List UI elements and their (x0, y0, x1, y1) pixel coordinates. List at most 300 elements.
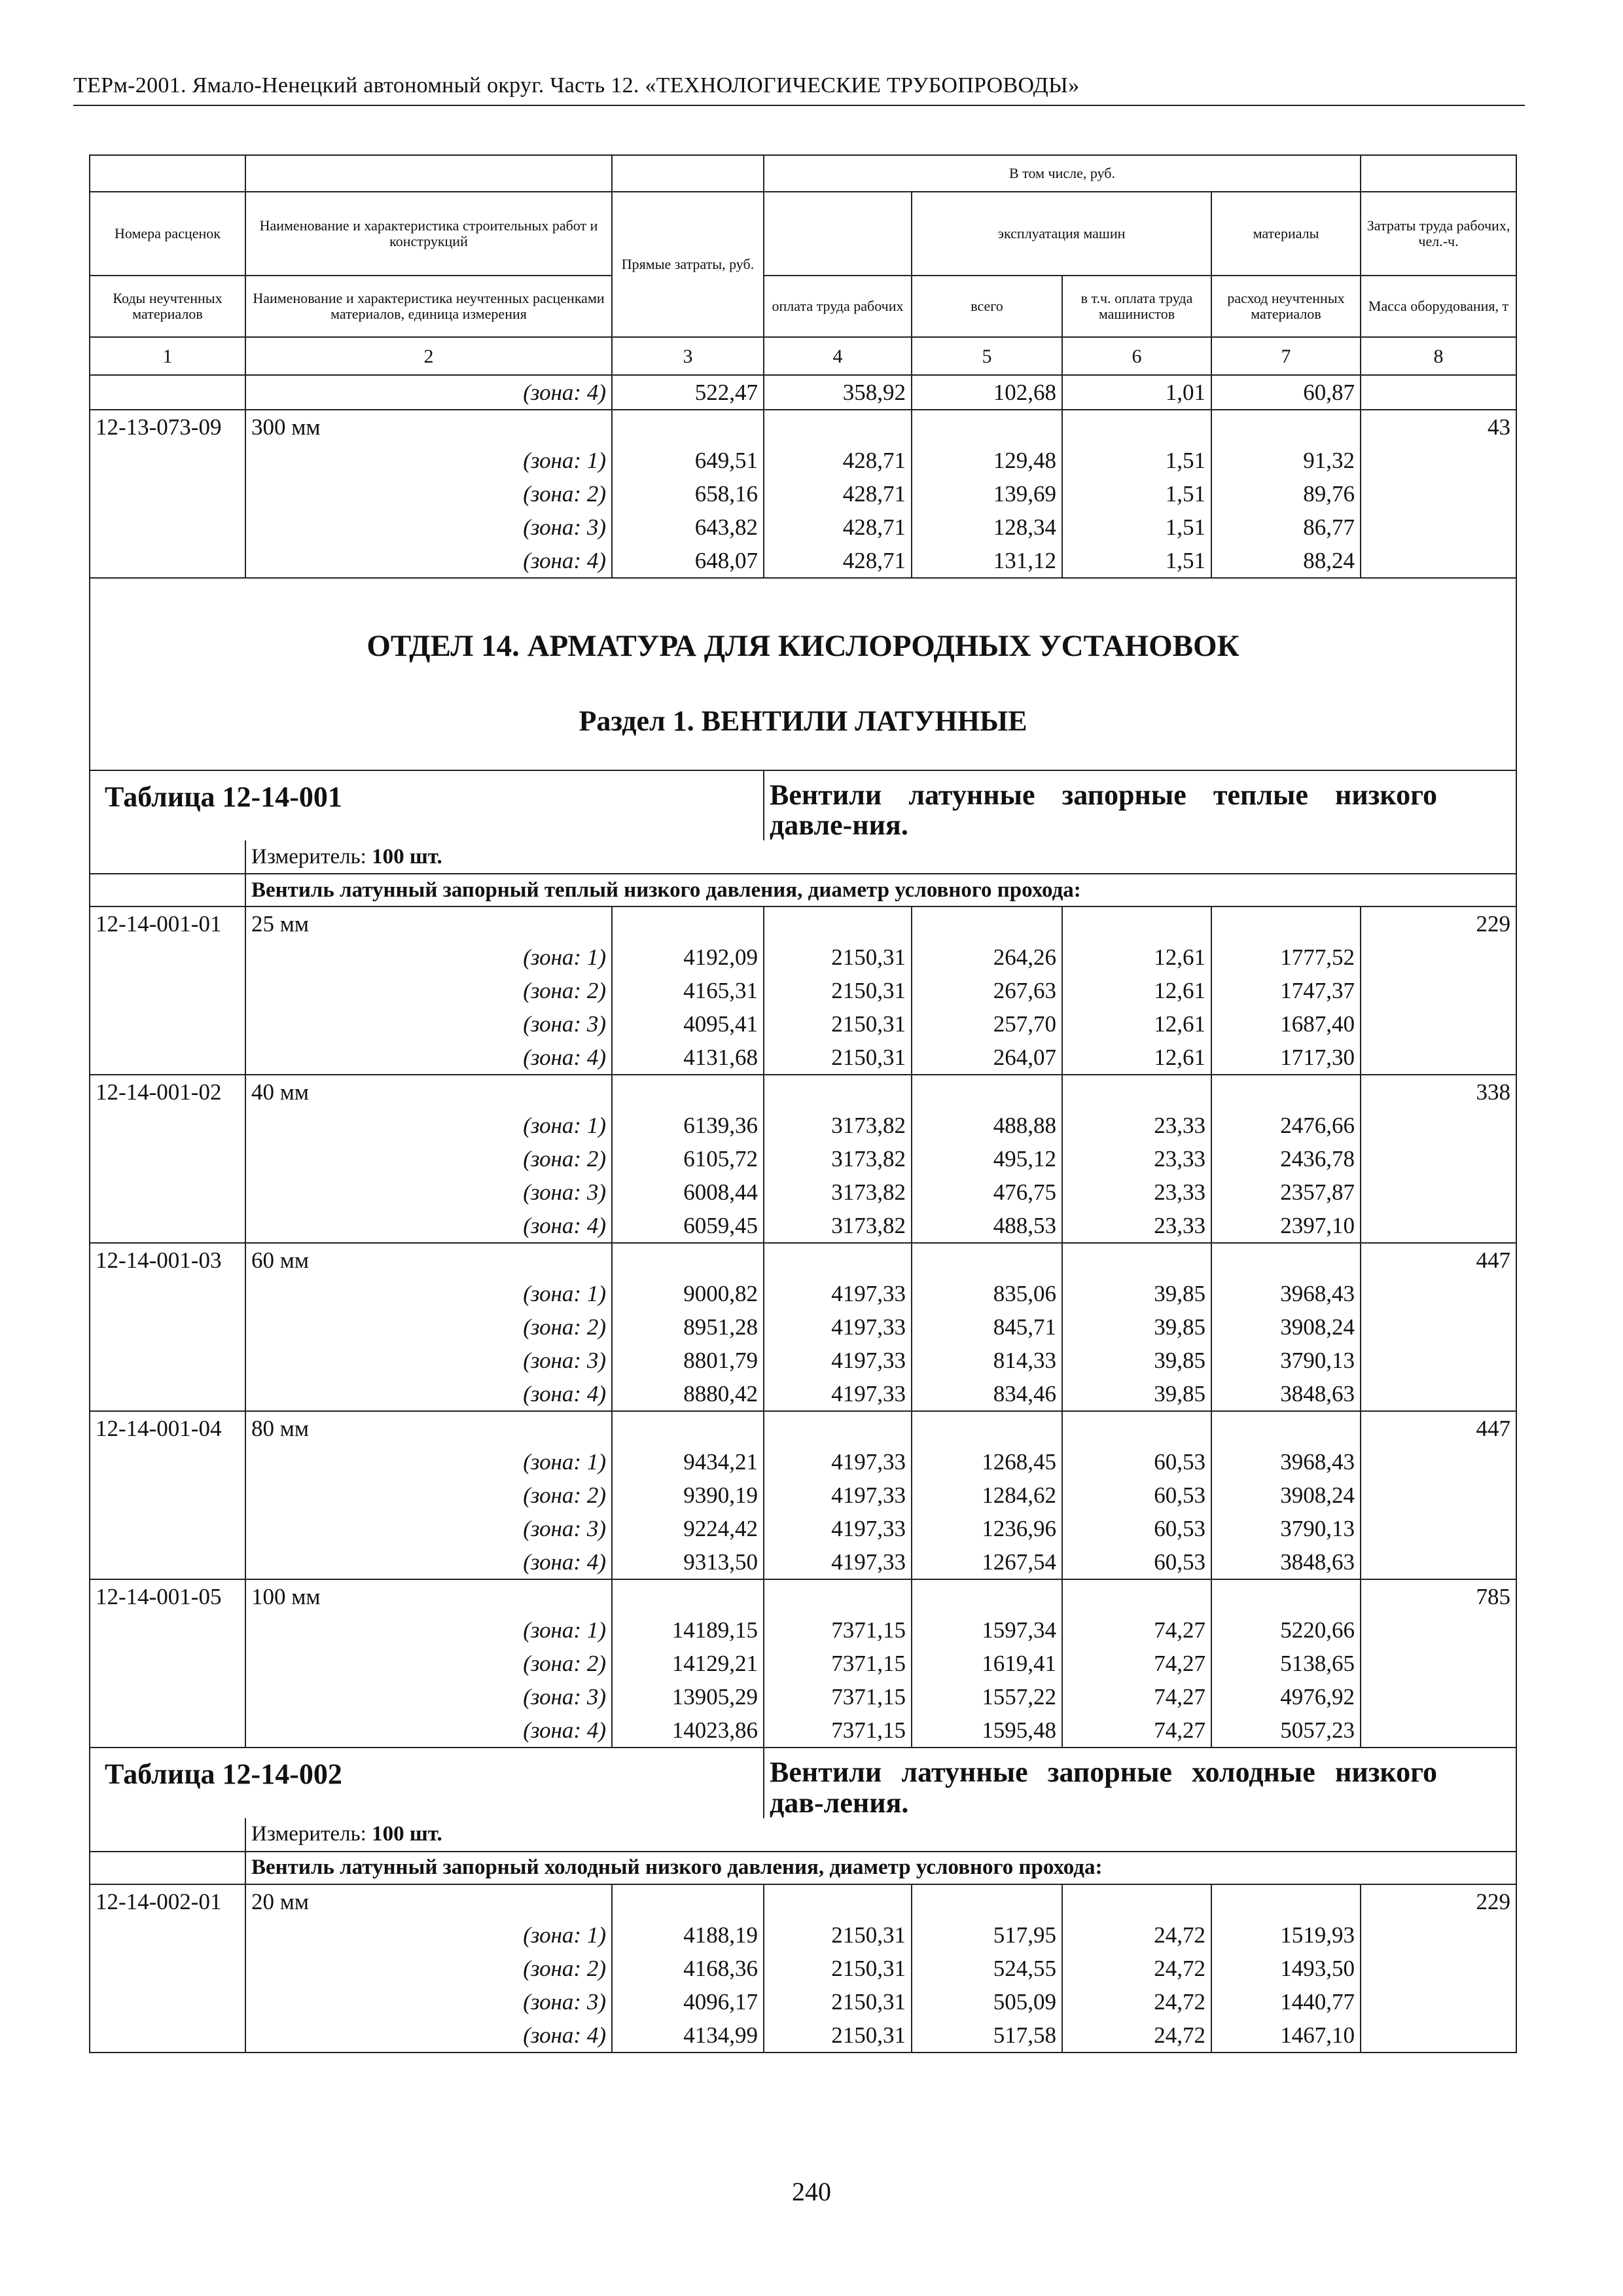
driver-pay-cell: 23,33 (1062, 1109, 1211, 1142)
mass-cell (1361, 1310, 1516, 1344)
machines-total-cell: 128,34 (912, 511, 1062, 544)
machines-total-cell: 129,48 (912, 444, 1062, 477)
workers-pay-cell: 4197,33 (764, 1310, 912, 1344)
table-row (90, 1613, 1516, 1647)
item-name: 80 мм (245, 1411, 612, 1445)
table-row (90, 1479, 1516, 1512)
code-cell (90, 1918, 245, 1952)
code-cell (90, 511, 245, 544)
materials-cell: 88,24 (1211, 544, 1361, 578)
zone-label: (зона: 2) (245, 1479, 612, 1512)
header-mat-names: Наименование и характеристика неучтенных расценками материалов, единица измерения (245, 276, 612, 337)
driver-pay-cell: 60,53 (1062, 1545, 1211, 1579)
mass-cell (1361, 1175, 1516, 1209)
materials-cell: 5220,66 (1211, 1613, 1361, 1647)
header-machines: эксплуатация машин (912, 192, 1211, 276)
table-row (90, 1445, 1516, 1479)
code-cell (90, 1479, 245, 1512)
labor-cell: 785 (1361, 1579, 1516, 1613)
code-cell (90, 1647, 245, 1680)
driver-pay-cell: 24,72 (1062, 1985, 1211, 2018)
direct-cost-cell: 643,82 (612, 511, 764, 544)
mass-cell (1361, 1613, 1516, 1647)
table-row (90, 1142, 1516, 1175)
item-name: 100 мм (245, 1579, 612, 1613)
mass-cell (1361, 1680, 1516, 1713)
mass-cell (1361, 477, 1516, 511)
zone-label: (зона: 1) (245, 1918, 612, 1952)
column-numbers-row (90, 337, 1516, 375)
table-row (90, 375, 1516, 410)
column-number: 6 (1062, 337, 1211, 375)
workers-pay-cell: 3173,82 (764, 1209, 912, 1243)
group-spacer (90, 874, 245, 906)
code-cell (90, 1142, 245, 1175)
code-cell (90, 1985, 245, 2018)
item-code: 12-14-001-02 (90, 1075, 245, 1109)
header-total: всего (912, 276, 1062, 337)
zone-label: (зона: 4) (245, 2018, 612, 2053)
column-number: 4 (764, 337, 912, 375)
driver-pay-cell: 23,33 (1062, 1175, 1211, 1209)
zone-label: (зона: 3) (245, 1680, 612, 1713)
group-title: Вентиль латунный запорный холодный низкого давления, диаметр условного прохода: (245, 1852, 1516, 1884)
page-number: 240 (792, 2177, 831, 2206)
table-row (90, 511, 1516, 544)
materials-cell: 1519,93 (1211, 1918, 1361, 1952)
direct-cost-cell: 4165,31 (612, 974, 764, 1007)
column-number: 5 (912, 337, 1062, 375)
materials-cell: 1493,50 (1211, 1952, 1361, 1985)
measure-row (90, 840, 1516, 874)
table-row (90, 1041, 1516, 1075)
code-cell (90, 941, 245, 974)
zone-label: (зона: 2) (245, 974, 612, 1007)
header-mat-usage: расход неучтенных материалов (1211, 276, 1361, 337)
code-cell (90, 974, 245, 1007)
header-materials: материалы (1211, 192, 1361, 276)
code-cell (90, 444, 245, 477)
mass-cell (1361, 1041, 1516, 1075)
driver-pay-cell: 39,85 (1062, 1377, 1211, 1411)
mass-cell (1361, 1344, 1516, 1377)
measure-row (90, 1818, 1516, 1852)
workers-pay-cell: 7371,15 (764, 1713, 912, 1748)
workers-pay-cell (764, 906, 912, 941)
razdel-heading-row (90, 672, 1516, 770)
mass-cell (1361, 1445, 1516, 1479)
machines-total-cell: 257,70 (912, 1007, 1062, 1041)
header-name: Наименование и характеристика строительных работ и конструкций (245, 192, 612, 276)
driver-pay-cell (1062, 1884, 1211, 1918)
group-row (90, 1852, 1516, 1884)
workers-pay-cell: 2150,31 (764, 1985, 912, 2018)
materials-cell: 3968,43 (1211, 1277, 1361, 1310)
workers-pay-cell: 2150,31 (764, 1918, 912, 1952)
code-cell (90, 477, 245, 511)
driver-pay-cell: 39,85 (1062, 1277, 1211, 1310)
labor-cell: 43 (1361, 410, 1516, 444)
header-codes: Номера расценок (90, 192, 245, 276)
table-row (90, 1175, 1516, 1209)
header-rule (73, 105, 1525, 106)
group-row (90, 874, 1516, 906)
direct-cost-cell: 4134,99 (612, 2018, 764, 2053)
workers-pay-cell: 2150,31 (764, 941, 912, 974)
column-number: 2 (245, 337, 612, 375)
code-cell (90, 2018, 245, 2053)
code-cell (90, 1613, 245, 1647)
direct-cost-cell (612, 1884, 764, 1918)
machines-total-cell: 1595,48 (912, 1713, 1062, 1748)
zone-label: (зона: 4) (245, 1041, 612, 1075)
machines-total-cell: 505,09 (912, 1985, 1062, 2018)
measure-cell (245, 840, 1516, 874)
mass-cell (1361, 1209, 1516, 1243)
code-cell (90, 1952, 245, 1985)
workers-pay-cell: 3173,82 (764, 1175, 912, 1209)
materials-cell: 1687,40 (1211, 1007, 1361, 1041)
driver-pay-cell: 74,27 (1062, 1613, 1211, 1647)
zone-label: (зона: 4) (245, 375, 612, 410)
item-row (90, 1411, 1516, 1445)
item-code: 12-14-001-01 (90, 906, 245, 941)
table-row (90, 1007, 1516, 1041)
direct-cost-cell (612, 1579, 764, 1613)
header-labor: Затраты труда рабочих, чел.-ч. (1361, 192, 1516, 276)
workers-pay-cell: 3173,82 (764, 1142, 912, 1175)
table-row (90, 1985, 1516, 2018)
code-cell (90, 544, 245, 578)
workers-pay-cell: 2150,31 (764, 2018, 912, 2053)
otdel-heading-row (90, 578, 1516, 672)
machines-total-cell: 102,68 (912, 375, 1062, 410)
running-header: ТЕРм-2001. Ямало-Ненецкий автономный округ. Часть 12. «ТЕХНОЛОГИЧЕСКИЕ ТРУБОПРОВОДЫ» (73, 73, 1080, 98)
direct-cost-cell: 14023,86 (612, 1713, 764, 1748)
table-row (90, 1647, 1516, 1680)
driver-pay-cell: 1,51 (1062, 444, 1211, 477)
driver-pay-cell (1062, 1075, 1211, 1109)
machines-total-cell (912, 1411, 1062, 1445)
direct-cost-cell: 4096,17 (612, 1985, 764, 2018)
materials-cell: 89,76 (1211, 477, 1361, 511)
table-row (90, 1344, 1516, 1377)
machines-total-cell: 814,33 (912, 1344, 1062, 1377)
machines-total-cell: 264,07 (912, 1041, 1062, 1075)
mass-cell (1361, 1109, 1516, 1142)
column-number: 3 (612, 337, 764, 375)
machines-total-cell: 1268,45 (912, 1445, 1062, 1479)
machines-total-cell: 1284,62 (912, 1479, 1062, 1512)
code-cell (90, 1713, 245, 1748)
driver-pay-cell: 74,27 (1062, 1680, 1211, 1713)
materials-cell (1211, 1075, 1361, 1109)
direct-cost-cell: 658,16 (612, 477, 764, 511)
code-cell (90, 1680, 245, 1713)
zone-label: (зона: 1) (245, 941, 612, 974)
zone-label: (зона: 1) (245, 1109, 612, 1142)
table-row (90, 1918, 1516, 1952)
header-direct: Прямые затраты, руб. (612, 192, 764, 337)
column-number: 1 (90, 337, 245, 375)
zone-label: (зона: 1) (245, 1445, 612, 1479)
direct-cost-cell: 6105,72 (612, 1142, 764, 1175)
machines-total-cell: 267,63 (912, 974, 1062, 1007)
measure-value: 100 шт. (372, 1822, 442, 1846)
table-row (90, 1109, 1516, 1142)
materials-cell: 3848,63 (1211, 1545, 1361, 1579)
machines-total-cell: 488,53 (912, 1209, 1062, 1243)
measure-spacer (90, 840, 245, 874)
materials-cell: 4976,92 (1211, 1680, 1361, 1713)
table-code: Таблица 12-14-001 (90, 770, 764, 840)
incl-header: В том числе, руб. (764, 155, 1361, 192)
measure-value: 100 шт. (372, 844, 442, 869)
zone-label: (зона: 1) (245, 444, 612, 477)
materials-cell: 3908,24 (1211, 1479, 1361, 1512)
zone-label: (зона: 3) (245, 1344, 612, 1377)
zone-label: (зона: 1) (245, 1613, 612, 1647)
materials-cell: 1717,30 (1211, 1041, 1361, 1075)
machines-total-cell: 835,06 (912, 1277, 1062, 1310)
header-mat-codes: Коды неучтенных материалов (90, 276, 245, 337)
measure-label: Измеритель: (251, 844, 372, 869)
materials-cell: 3908,24 (1211, 1310, 1361, 1344)
workers-pay-cell: 7371,15 (764, 1613, 912, 1647)
mass-cell (1361, 1377, 1516, 1411)
table-row (90, 1377, 1516, 1411)
materials-cell (1211, 1243, 1361, 1277)
zone-label: (зона: 4) (245, 1377, 612, 1411)
direct-cost-cell: 9000,82 (612, 1277, 764, 1310)
direct-cost-cell: 9434,21 (612, 1445, 764, 1479)
machines-total-cell: 476,75 (912, 1175, 1062, 1209)
materials-cell: 1467,10 (1211, 2018, 1361, 2053)
driver-pay-cell (1062, 1411, 1211, 1445)
code-cell (90, 1445, 245, 1479)
mass-cell (1361, 511, 1516, 544)
table-title-row (90, 1748, 1516, 1818)
driver-pay-cell (1062, 1243, 1211, 1277)
zone-label: (зона: 3) (245, 511, 612, 544)
materials-cell: 3790,13 (1211, 1512, 1361, 1545)
driver-pay-cell: 1,51 (1062, 544, 1211, 578)
machines-total-cell: 1267,54 (912, 1545, 1062, 1579)
code-cell (90, 1041, 245, 1075)
zone-label: (зона: 4) (245, 1713, 612, 1748)
code-cell (90, 1545, 245, 1579)
machines-total-cell (912, 906, 1062, 941)
materials-cell (1211, 410, 1361, 444)
measure-label: Измеритель: (251, 1822, 372, 1846)
labor-cell: 229 (1361, 906, 1516, 941)
code-cell (90, 375, 245, 410)
direct-cost-cell (612, 1411, 764, 1445)
item-code: 12-14-001-04 (90, 1411, 245, 1445)
table-row (90, 1209, 1516, 1243)
workers-pay-cell (764, 1579, 912, 1613)
driver-pay-cell: 74,27 (1062, 1713, 1211, 1748)
materials-cell: 1777,52 (1211, 941, 1361, 974)
measure-spacer (90, 1818, 245, 1852)
mass-cell (1361, 1142, 1516, 1175)
code-cell (90, 1175, 245, 1209)
column-number: 7 (1211, 337, 1361, 375)
direct-cost-cell: 6008,44 (612, 1175, 764, 1209)
direct-cost-cell: 6139,36 (612, 1109, 764, 1142)
machines-total-cell (912, 1884, 1062, 1918)
direct-cost-cell: 8880,42 (612, 1377, 764, 1411)
driver-pay-cell: 1,51 (1062, 477, 1211, 511)
header-mass: Масса оборудования, т (1361, 276, 1516, 337)
code-cell (90, 1277, 245, 1310)
materials-cell: 86,77 (1211, 511, 1361, 544)
zone-label: (зона: 2) (245, 1952, 612, 1985)
driver-pay-cell: 12,61 (1062, 1041, 1211, 1075)
driver-pay-cell: 39,85 (1062, 1310, 1211, 1344)
table-body (90, 155, 1516, 2053)
workers-pay-cell: 2150,31 (764, 1952, 912, 1985)
materials-cell: 1747,37 (1211, 974, 1361, 1007)
machines-total-cell: 517,95 (912, 1918, 1062, 1952)
direct-cost-cell (612, 906, 764, 941)
zone-label: (зона: 3) (245, 1007, 612, 1041)
machines-total-cell: 131,12 (912, 544, 1062, 578)
driver-pay-cell: 24,72 (1062, 1918, 1211, 1952)
header-row-3 (90, 276, 1516, 337)
workers-pay-cell: 4197,33 (764, 1445, 912, 1479)
direct-cost-cell: 648,07 (612, 544, 764, 578)
machines-total-cell: 264,26 (912, 941, 1062, 974)
driver-pay-cell: 12,61 (1062, 974, 1211, 1007)
item-code: 12-14-002-01 (90, 1884, 245, 1918)
table-title-row (90, 770, 1516, 840)
table-row (90, 444, 1516, 477)
direct-cost-cell: 8951,28 (612, 1310, 764, 1344)
table-row (90, 1680, 1516, 1713)
rates-table (89, 154, 1517, 2053)
direct-cost-cell: 4188,19 (612, 1918, 764, 1952)
item-row (90, 410, 1516, 444)
workers-pay-cell: 4197,33 (764, 1277, 912, 1310)
workers-pay-cell: 2150,31 (764, 1041, 912, 1075)
workers-pay-cell (764, 1884, 912, 1918)
materials-cell: 2476,66 (1211, 1109, 1361, 1142)
mass-cell (1361, 375, 1516, 410)
workers-pay-cell: 358,92 (764, 375, 912, 410)
table-row (90, 974, 1516, 1007)
materials-cell: 5138,65 (1211, 1647, 1361, 1680)
driver-pay-cell: 60,53 (1062, 1479, 1211, 1512)
mass-cell (1361, 1007, 1516, 1041)
mass-cell (1361, 1985, 1516, 2018)
item-name: 300 мм (245, 410, 612, 444)
zone-label: (зона: 1) (245, 1277, 612, 1310)
workers-pay-cell: 428,71 (764, 477, 912, 511)
workers-pay-cell: 4197,33 (764, 1377, 912, 1411)
driver-pay-cell (1062, 906, 1211, 941)
mass-cell (1361, 1277, 1516, 1310)
direct-cost-cell: 13905,29 (612, 1680, 764, 1713)
table-row (90, 1545, 1516, 1579)
table-row (90, 1310, 1516, 1344)
table-row (90, 1713, 1516, 1748)
item-row (90, 1579, 1516, 1613)
group-spacer (90, 1852, 245, 1884)
item-code: 12-14-001-03 (90, 1243, 245, 1277)
column-number: 8 (1361, 337, 1516, 375)
table-row (90, 1277, 1516, 1310)
direct-cost-cell: 14189,15 (612, 1613, 764, 1647)
machines-total-cell: 1597,34 (912, 1613, 1062, 1647)
driver-pay-cell: 39,85 (1062, 1344, 1211, 1377)
materials-cell: 2357,87 (1211, 1175, 1361, 1209)
machines-total-cell: 834,46 (912, 1377, 1062, 1411)
item-row (90, 1243, 1516, 1277)
code-cell (90, 1512, 245, 1545)
machines-total-cell: 488,88 (912, 1109, 1062, 1142)
table-row (90, 1512, 1516, 1545)
machines-total-cell: 1236,96 (912, 1512, 1062, 1545)
driver-pay-cell: 60,53 (1062, 1512, 1211, 1545)
workers-pay-cell (764, 1243, 912, 1277)
driver-pay-cell: 12,61 (1062, 941, 1211, 974)
direct-cost-cell: 9390,19 (612, 1479, 764, 1512)
materials-cell: 2397,10 (1211, 1209, 1361, 1243)
header-driver-pay: в т.ч. оплата труда машинистов (1062, 276, 1211, 337)
workers-pay-cell: 7371,15 (764, 1680, 912, 1713)
workers-pay-cell: 4197,33 (764, 1344, 912, 1377)
zone-label: (зона: 2) (245, 1310, 612, 1344)
mass-cell (1361, 1479, 1516, 1512)
zone-label: (зона: 4) (245, 1209, 612, 1243)
zone-label: (зона: 2) (245, 477, 612, 511)
mass-cell (1361, 1512, 1516, 1545)
item-name: 20 мм (245, 1884, 612, 1918)
machines-total-cell: 524,55 (912, 1952, 1062, 1985)
materials-cell: 2436,78 (1211, 1142, 1361, 1175)
driver-pay-cell: 74,27 (1062, 1647, 1211, 1680)
code-cell (90, 1310, 245, 1344)
labor-cell: 447 (1361, 1243, 1516, 1277)
item-name: 25 мм (245, 906, 612, 941)
machines-total-cell (912, 1075, 1062, 1109)
zone-label: (зона: 4) (245, 1545, 612, 1579)
materials-cell: 5057,23 (1211, 1713, 1361, 1748)
table-code: Таблица 12-14-002 (90, 1748, 764, 1818)
zone-label: (зона: 4) (245, 544, 612, 578)
materials-cell (1211, 1579, 1361, 1613)
zone-label: (зона: 3) (245, 1512, 612, 1545)
zone-label: (зона: 3) (245, 1985, 612, 2018)
measure-cell (245, 1818, 1516, 1852)
driver-pay-cell: 24,72 (1062, 1952, 1211, 1985)
workers-pay-cell: 4197,33 (764, 1479, 912, 1512)
workers-pay-cell (764, 410, 912, 444)
group-title: Вентиль латунный запорный теплый низкого давления, диаметр условного прохода: (245, 874, 1516, 906)
header-row-1 (90, 155, 1516, 192)
direct-cost-cell: 14129,21 (612, 1647, 764, 1680)
workers-pay-cell: 4197,33 (764, 1545, 912, 1579)
direct-cost-cell: 9313,50 (612, 1545, 764, 1579)
code-cell (90, 1109, 245, 1142)
table-row (90, 2018, 1516, 2053)
machines-total-cell: 1619,41 (912, 1647, 1062, 1680)
mass-cell (1361, 1952, 1516, 1985)
workers-pay-cell (764, 1411, 912, 1445)
item-code: 12-13-073-09 (90, 410, 245, 444)
machines-total-cell (912, 410, 1062, 444)
